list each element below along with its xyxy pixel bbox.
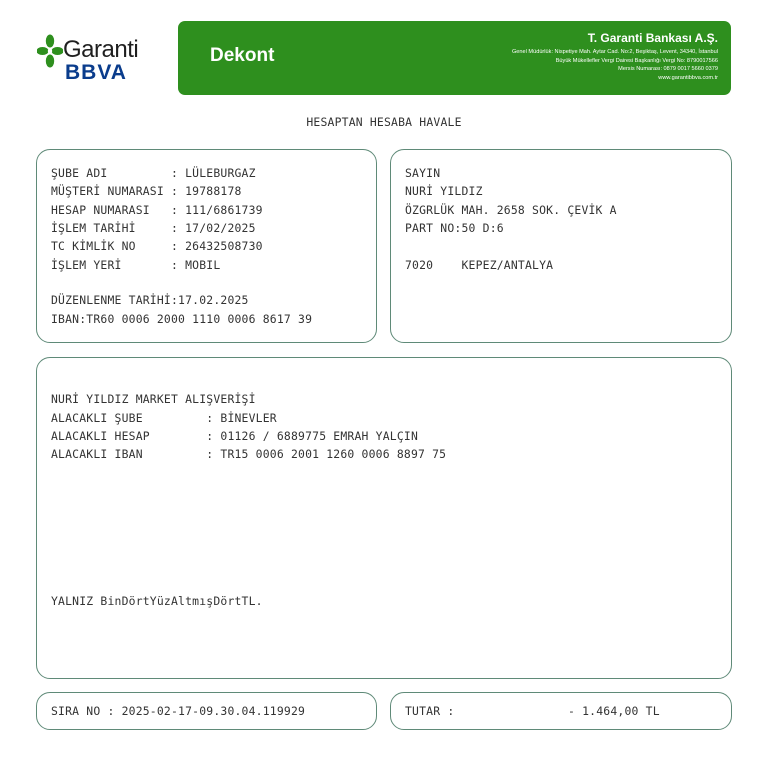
- account-number-line: HESAP NUMARASI : 111/6861739: [51, 203, 263, 217]
- transfer-details-box: [36, 357, 732, 679]
- address-line: ÖZGRLÜK MAH. 2658 SOK. ÇEVİK A: [405, 203, 617, 217]
- sequence-number-line: SIRA NO : 2025-02-17-09.30.04.119929: [51, 704, 306, 718]
- clover-icon: [37, 34, 63, 68]
- receiver-branch-line: ALACAKLI ŞUBE : BİNEVLER: [51, 411, 277, 425]
- city-line: 7020 KEPEZ/ANTALYA: [405, 258, 554, 272]
- bank-info: [512, 48, 718, 82]
- document-type-title: Dekont: [210, 45, 275, 66]
- branch-name-line: ŞUBE ADI : LÜLEBURGAZ: [51, 166, 256, 180]
- customer-number-line: MÜŞTERİ NUMARASI : 19788178: [51, 184, 242, 198]
- address-line: PART NO:50 D:6: [405, 221, 504, 235]
- account-info-box: [36, 149, 377, 343]
- total-value: - 1.464,00 TL: [568, 704, 660, 718]
- transaction-channel-line: İŞLEM YERİ : MOBIL: [51, 258, 221, 272]
- receiver-account-line: ALACAKLI HESAP : 01126 / 6889775 EMRAH YALÇIN: [51, 429, 419, 443]
- total-amount-box: [390, 692, 732, 730]
- sequence-number-box: [36, 692, 377, 730]
- garanti-bbva-logo: [37, 34, 157, 86]
- issue-date-line: DÜZENLENME TARİHİ:17.02.2025: [51, 293, 249, 307]
- recipient-name-line: NURİ YILDIZ: [405, 184, 483, 198]
- transaction-date-line: İŞLEM TARİHİ : 17/02/2025: [51, 221, 256, 235]
- transfer-description: NURİ YILDIZ MARKET ALIŞVERİŞİ: [51, 392, 256, 406]
- bank-info-line: Büyük Mükellefler Vergi Dairesi Başkanlığı Vergi No: 8790017566: [555, 57, 718, 64]
- total-label: TUTAR :: [405, 704, 455, 718]
- transaction-title: HESAPTAN HESABA HAVALE: [306, 115, 462, 129]
- iban-line: IBAN:TR60 0006 2000 1110 0006 8617 39: [51, 312, 313, 326]
- salutation-line: SAYIN: [405, 166, 441, 180]
- bank-name: T. Garanti Bankası A.Ş.: [587, 31, 718, 45]
- bank-website: www.garantibbva.com.tr: [658, 74, 718, 81]
- bank-info-line: Genel Müdürlük: Nispetiye Mah. Aytar Cad. No:2, Beşiktaş, Levent, 34340, İstanbul: [511, 49, 718, 55]
- logo-sub-text: BBVA: [65, 61, 127, 84]
- bank-info-line: Mersis Numarası: 0879 0017 5660 0379: [618, 66, 718, 73]
- document-header-bar: [178, 21, 731, 95]
- receiver-iban-line: ALACAKLI IBAN : TR15 0006 2001 1260 0006 8897 75: [51, 447, 447, 461]
- amount-in-words: YALNIZ BinDörtYüzAltmışDörtTL.: [51, 594, 263, 608]
- tc-id-line: TC KİMLİK NO : 26432508730: [51, 239, 263, 253]
- logo-brand-text: Garanti: [63, 36, 139, 63]
- recipient-address-box: [390, 149, 732, 343]
